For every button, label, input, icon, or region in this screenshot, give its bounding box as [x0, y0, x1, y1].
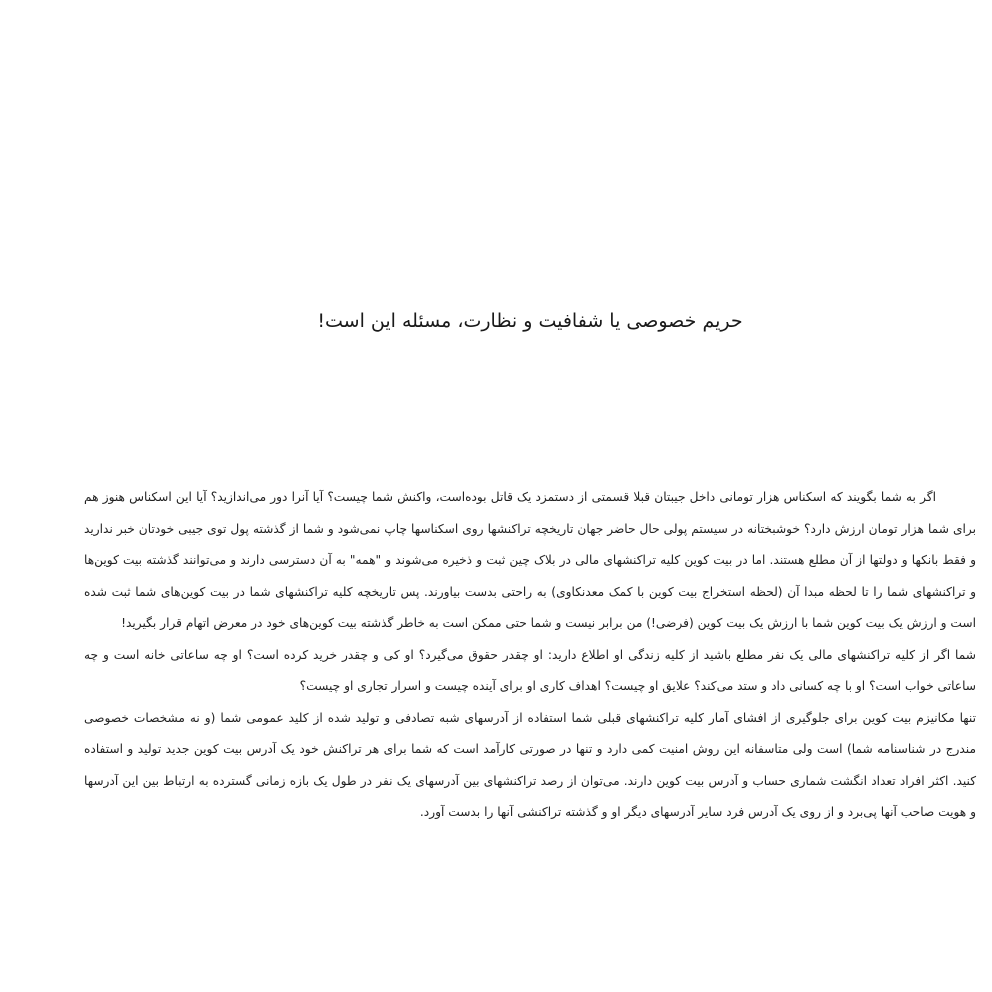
- article-body: [84, 482, 976, 829]
- article-title: حریم خصوصی یا شفافیت و نظارت، مسئله این است!: [317, 310, 743, 332]
- paragraph: اگر به شما بگویند که اسکناس هزار تومانی داخل جیبتان قبلا قسمتی از دستمزد یک قاتل بوده‌است، واکنش شما چیست؟ آیا آنرا دور می‌اندازید؟ آیا این اسکناس هنوز هم برای شما هزار تومان ارزش دارد؟ خوشبختانه در سیستم پولی حال حاضر جهان تاریخچه تراکنشها روی اسکناسها چاپ نمی‌شود و شما از گذشته پول توی جیبی خودتان خبر ندارید و فقط بانکها و دولتها از آن مطلع هستند. اما در بیت کوین کلیه تراکنشهای مالی در بلاک چین ثبت و ذخیره می‌شوند و "همه" به آن دسترسی دارند و می‌توانند گذشته بیت کوین‌ها و تراکنشهای شما را تا لحظه مبدا آن (لحظه استخراج بیت کوین با کمک معدنکاوی) به راحتی بدست بیاورند. پس تاریخچه کلیه تراکنشهای شما در بیت کوین‌های شما ثبت شده است و ارزش یک بیت کوین شما با ارزش یک بیت کوین (فرضی!) من برابر نیست و شما حتی ممکن است به خاطر گذشته بیت کوین‌های خود در معرض اتهام قرار بگیرید!: [84, 490, 976, 630]
- paragraph: تنها مکانیزم بیت کوین برای جلوگیری از افشای آمار کلیه تراکنشهای قبلی شما استفاده از آدرسهای شبه تصادفی و تولید شده از کلید عمومی شما (و نه مشخصات خصوصی مندرج در شناسنامه شما) است ولی متاسفانه این روش امنیت کمی دارد و تنها در صورتی کارآمد است که شما برای هر تراکنش خود یک آدرس بیت کوین جدید تولید و استفاده کنید. اکثر افراد تعداد انگشت شماری حساب و آدرس بیت کوین دارند. می‌توان از رصد تراکنشهای بین آدرسهای یک نفر در طول یک بازه زمانی گسترده به ارتباط بین این آدرسها و هویت صاحب آنها پی‌برد و از روی یک آدرس فرد سایر آدرسهای دیگر او و گذشته تراکنشی آنها را بدست آورد.: [84, 710, 976, 819]
- paragraph: شما اگر از کلیه تراکنشهای مالی یک نفر مطلع باشید از کلیه زندگی او اطلاع دارید: او چقدر حقوق می‌گیرد؟ او کی و چقدر خرید کرده است؟ او چه ساعاتی خانه است و چه ساعاتی خواب است؟ او با چه کسانی داد و ستد می‌کند؟ علایق او چیست؟ اهداف کاری او برای آینده چیست و اسرار تجاری او چیست؟: [84, 647, 976, 693]
